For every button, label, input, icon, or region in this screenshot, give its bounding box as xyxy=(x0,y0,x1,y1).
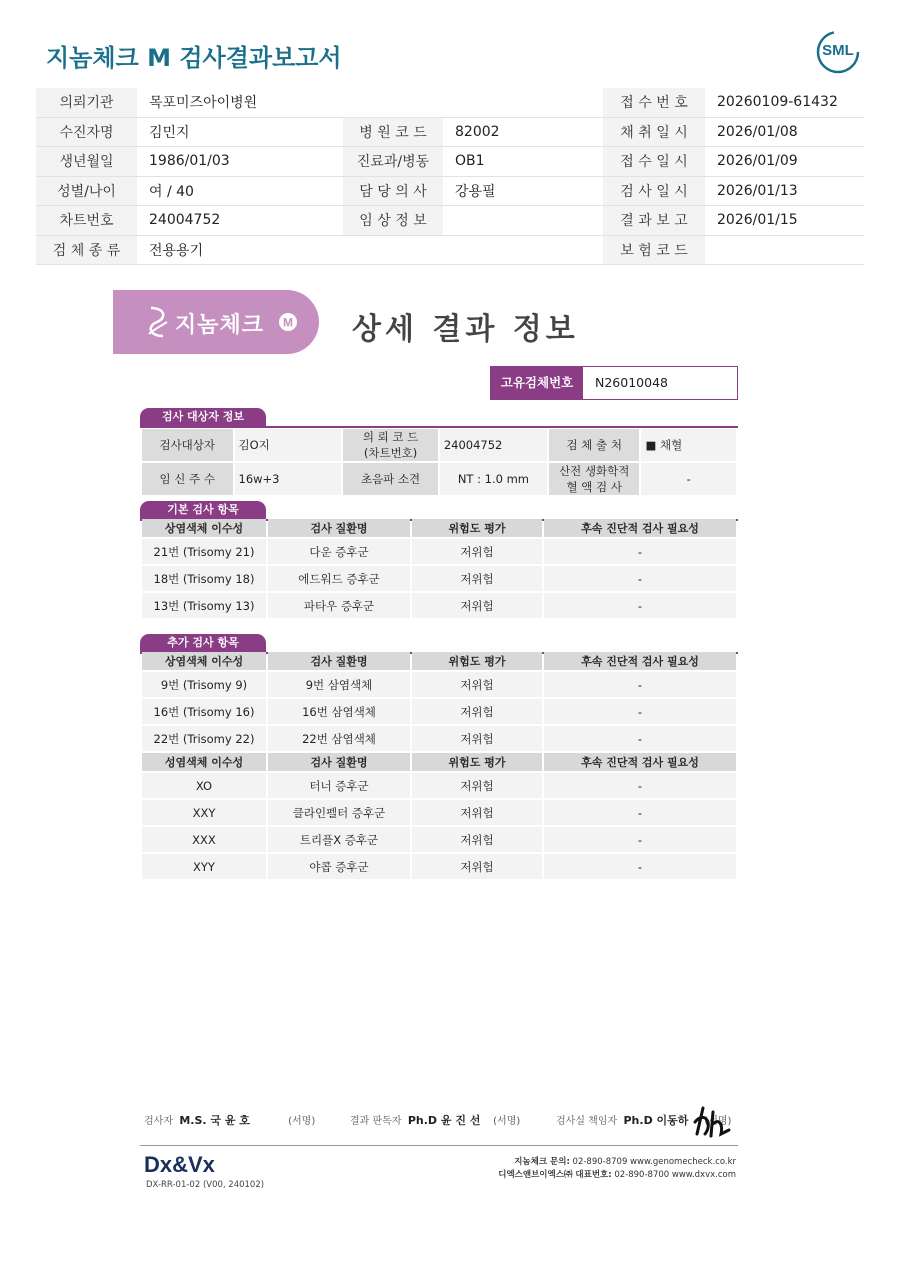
header-value: 목포미즈아이병원 xyxy=(137,88,343,117)
column-header: 위험도 평가 xyxy=(412,652,542,670)
column-header: 위험도 평가 xyxy=(412,519,542,537)
header-value: 82002 xyxy=(443,117,603,147)
header-label: 보 험 코 드 xyxy=(603,235,705,265)
header-value: 1986/01/03 xyxy=(137,147,343,177)
header-label: 검 사 일 시 xyxy=(603,176,705,206)
ultrasound-label: 초음파 소견 xyxy=(343,463,438,495)
table-cell: XYY xyxy=(142,854,266,879)
table-cell: 저위험 xyxy=(412,827,542,852)
header-value: 2026/01/09 xyxy=(705,147,864,177)
sml-logo xyxy=(816,30,860,74)
table-cell: 파타우 증후군 xyxy=(268,593,410,618)
prenatal-test-value: - xyxy=(641,463,736,495)
table-cell: - xyxy=(544,773,736,798)
unique-id-box xyxy=(490,366,738,400)
unique-id-value: N26010048 xyxy=(595,375,668,390)
table-cell: XXX xyxy=(142,827,266,852)
header-label: 차트번호 xyxy=(36,206,137,236)
header-value xyxy=(443,235,603,265)
pregnancy-week-label: 임 신 주 수 xyxy=(142,463,233,495)
column-header: 상염색체 이수성 xyxy=(142,519,266,537)
header-label: 병 원 코 드 xyxy=(343,117,443,147)
tester-signature: 검사자 M.S. 국 윤 호 (서명) xyxy=(144,1114,316,1127)
header-label xyxy=(343,88,443,117)
header-value: OB1 xyxy=(443,147,603,177)
table-cell: 저위험 xyxy=(412,593,542,618)
table-cell: 9번 (Trisomy 9) xyxy=(142,672,266,697)
table-cell: 저위험 xyxy=(412,566,542,591)
table-cell: 저위험 xyxy=(412,800,542,825)
table-cell: - xyxy=(544,800,736,825)
dna-icon xyxy=(143,304,173,340)
subject-name-label: 검사대상자 xyxy=(142,429,233,461)
subject-section-tag: 검사 대상자 정보 xyxy=(140,408,266,426)
table-row xyxy=(142,539,736,564)
table-cell: - xyxy=(544,827,736,852)
table-cell: 저위험 xyxy=(412,854,542,879)
table-cell: - xyxy=(544,672,736,697)
table-cell: XO xyxy=(142,773,266,798)
table-row xyxy=(142,800,736,825)
chief-signature: 검사실 책임자 Ph.D 이동하 (서명) xyxy=(556,1114,732,1127)
table-cell: 저위험 xyxy=(412,539,542,564)
header-value xyxy=(443,206,603,236)
subject-info-table xyxy=(140,427,738,497)
subject-name: 김O지 xyxy=(235,429,342,461)
header-label: 진료과/병동 xyxy=(343,147,443,177)
table-cell: 저위험 xyxy=(412,672,542,697)
table-cell: 18번 (Trisomy 18) xyxy=(142,566,266,591)
header-value: 20260109-61432 xyxy=(705,88,864,117)
column-header: 검사 질환명 xyxy=(268,652,410,670)
table-row xyxy=(142,854,736,879)
column-header: 후속 진단적 검사 필요성 xyxy=(544,519,736,537)
table-cell: 16번 삼염색체 xyxy=(268,699,410,724)
handwritten-signature xyxy=(693,1104,733,1140)
additional-section-tag: 추가 검사 항목 xyxy=(140,634,266,652)
table-cell: 터너 증후군 xyxy=(268,773,410,798)
logo-text: SML xyxy=(822,42,854,59)
table-cell: 22번 (Trisomy 22) xyxy=(142,726,266,751)
header-value: 24004752 xyxy=(137,206,343,236)
contact-info: 지놈체크 문의: 02-890-8709 www.genomecheck.co.kr 디엑스앤브이엑스㈜ 대표번호: 02-890-8700 www.dxvx.com xyxy=(498,1157,736,1180)
m-badge-text: M xyxy=(283,315,293,330)
prenatal-test-label: 산전 생화학적 혈 액 검 사 xyxy=(549,463,640,495)
table-cell: 16번 (Trisomy 16) xyxy=(142,699,266,724)
table-row xyxy=(142,593,736,618)
header-value: 강용필 xyxy=(443,176,603,206)
column-header: 검사 질환명 xyxy=(268,753,410,771)
table-row xyxy=(142,566,736,591)
table-row xyxy=(142,699,736,724)
pregnancy-week: 16w+3 xyxy=(235,463,342,495)
header-value: 여 / 40 xyxy=(137,176,343,206)
genomecheck-banner xyxy=(113,290,319,354)
table-cell: - xyxy=(544,539,736,564)
header-label xyxy=(343,235,443,265)
header-label: 수진자명 xyxy=(36,117,137,147)
header-label: 성별/나이 xyxy=(36,176,137,206)
table-cell: 저위험 xyxy=(412,699,542,724)
header-value xyxy=(443,88,603,117)
ultrasound-finding: NT : 1.0 mm xyxy=(440,463,547,495)
doc-code: DX-RR-01-02 (V00, 240102) xyxy=(146,1180,265,1190)
report-title: 지놈체크 M 검사결과보고서 xyxy=(46,44,342,72)
table-cell: 저위험 xyxy=(412,773,542,798)
header-value: 2026/01/15 xyxy=(705,206,864,236)
table-cell: - xyxy=(544,726,736,751)
header-label: 검 체 종 류 xyxy=(36,235,137,265)
table-row xyxy=(142,726,736,751)
header-label: 의뢰기관 xyxy=(36,88,137,117)
table-cell: - xyxy=(544,699,736,724)
basic-section-tag: 기본 검사 항목 xyxy=(140,501,266,519)
table-cell: - xyxy=(544,854,736,879)
basic-results-table xyxy=(140,517,738,620)
table-cell: 다운 증후군 xyxy=(268,539,410,564)
subject-section-header xyxy=(140,408,738,428)
column-header: 후속 진단적 검사 필요성 xyxy=(544,753,736,771)
column-header: 위험도 평가 xyxy=(412,753,542,771)
unique-id-label: 고유검체번호 xyxy=(491,367,583,399)
table-cell: 9번 삼염색체 xyxy=(268,672,410,697)
column-header: 상염색체 이수성 xyxy=(142,652,266,670)
table-cell: 야콥 증후군 xyxy=(268,854,410,879)
table-cell: XXY xyxy=(142,800,266,825)
header-info-table xyxy=(36,88,864,265)
table-row xyxy=(142,672,736,697)
column-header: 후속 진단적 검사 필요성 xyxy=(544,652,736,670)
banner-brand: 지놈체크 xyxy=(175,313,265,338)
header-value xyxy=(705,235,864,265)
table-cell: 클라인펠터 증후군 xyxy=(268,800,410,825)
table-cell: 저위험 xyxy=(412,726,542,751)
judge-signature: 결과 판독자 Ph.D 윤 진 선 (서명) xyxy=(350,1114,521,1127)
table-cell: - xyxy=(544,566,736,591)
header-label: 생년월일 xyxy=(36,147,137,177)
table-cell: 트리플X 증후군 xyxy=(268,827,410,852)
table-cell: 21번 (Trisomy 21) xyxy=(142,539,266,564)
header-value: 2026/01/08 xyxy=(705,117,864,147)
header-label: 접 수 일 시 xyxy=(603,147,705,177)
table-cell: - xyxy=(544,593,736,618)
header-label: 임 상 정 보 xyxy=(343,206,443,236)
detail-title: 상세 결과 정보 xyxy=(352,312,579,347)
table-row xyxy=(142,827,736,852)
header-label: 채 취 일 시 xyxy=(603,117,705,147)
header-value: 김민지 xyxy=(137,117,343,147)
header-label: 접 수 번 호 xyxy=(603,88,705,117)
m-badge-icon xyxy=(278,312,298,332)
referral-code-label: 의 뢰 코 드 (차트번호) xyxy=(343,429,438,461)
table-cell: 22번 삼염색체 xyxy=(268,726,410,751)
table-row xyxy=(142,773,736,798)
header-value: 전용용기 xyxy=(137,235,343,265)
header-label: 결 과 보 고 xyxy=(603,206,705,236)
sample-source: ■ 채혈 xyxy=(641,429,736,461)
additional-results-table xyxy=(140,650,738,881)
dxvx-logo: Dx&Vx xyxy=(144,1152,215,1177)
referral-code: 24004752 xyxy=(440,429,547,461)
column-header: 검사 질환명 xyxy=(268,519,410,537)
table-cell: 에드워드 증후군 xyxy=(268,566,410,591)
sample-source-label: 검 체 출 처 xyxy=(549,429,640,461)
column-header: 성염색체 이수성 xyxy=(142,753,266,771)
table-cell: 13번 (Trisomy 13) xyxy=(142,593,266,618)
header-label: 담 당 의 사 xyxy=(343,176,443,206)
footer-divider xyxy=(140,1145,738,1146)
header-value: 2026/01/13 xyxy=(705,176,864,206)
